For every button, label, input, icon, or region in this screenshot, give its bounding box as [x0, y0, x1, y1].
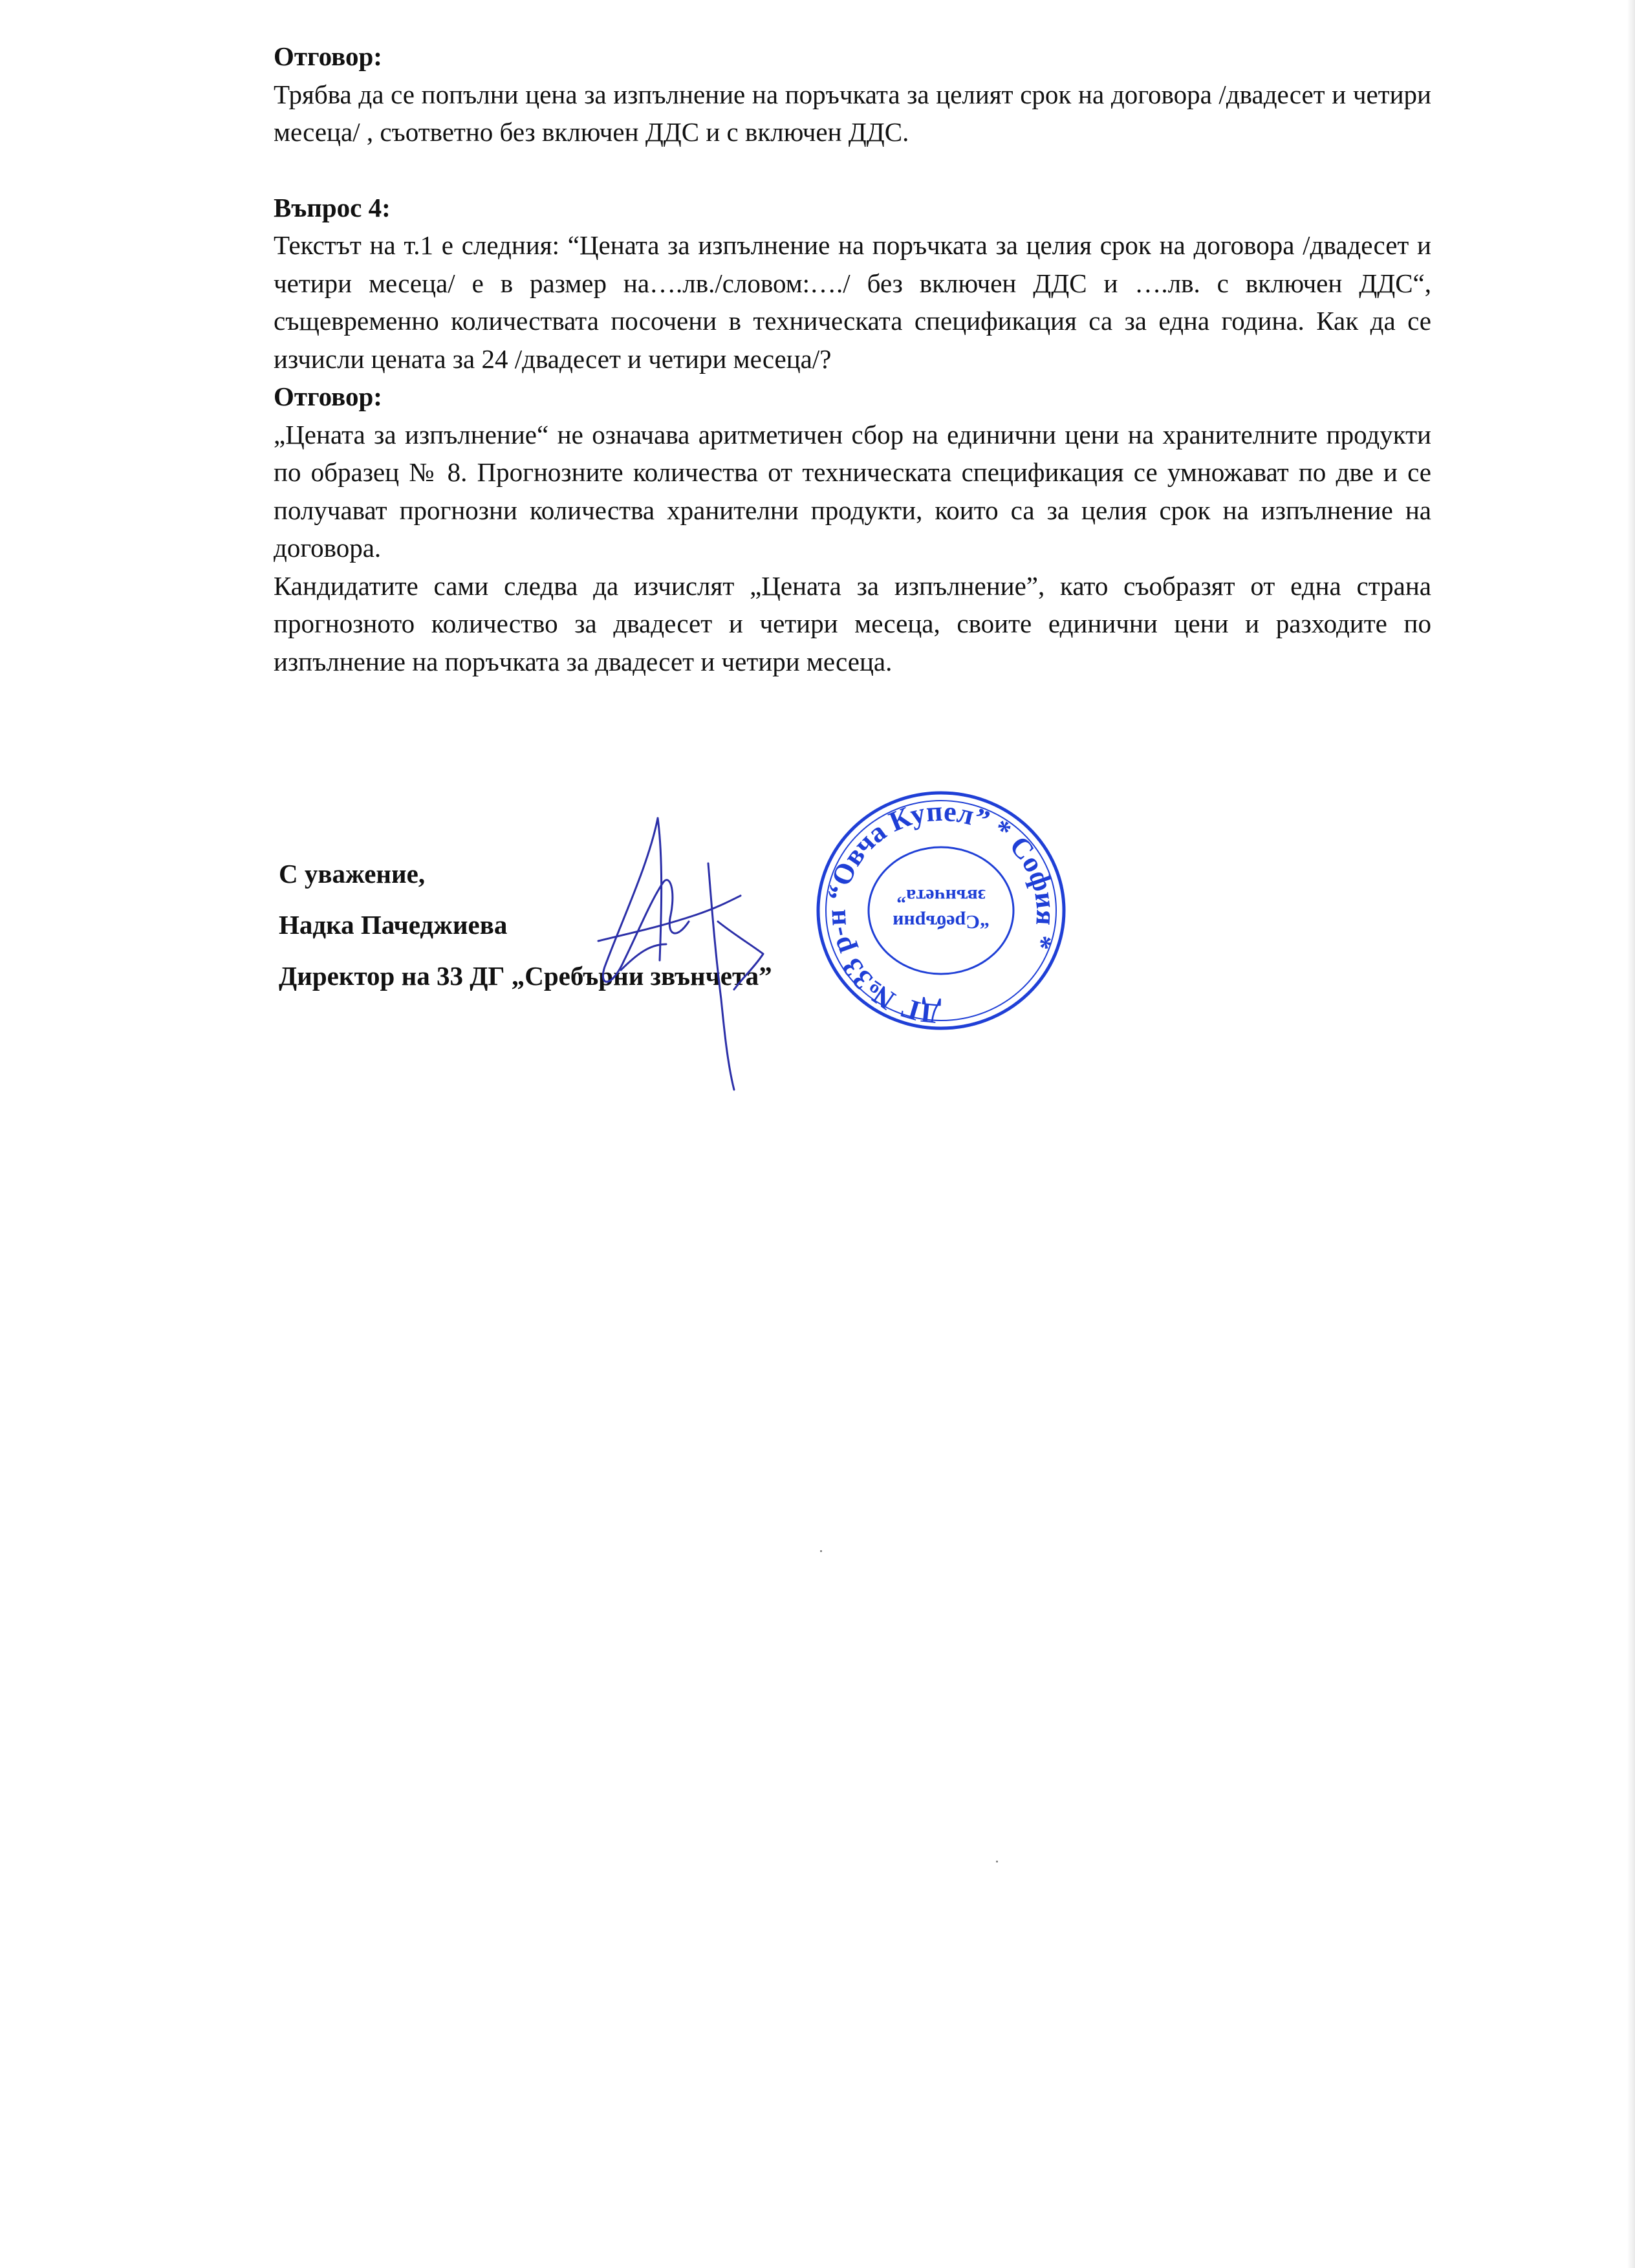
handwritten-signature — [585, 805, 786, 1096]
document-body — [274, 38, 1431, 680]
stamp-inner-line: звънчета” — [896, 885, 986, 907]
stamp-inner-line: “Сребърни — [893, 911, 990, 933]
answer-paragraph: Кандидатите сами следва да изчислят „Цената за изпълнение”, като съобразят от една страна прогнозното количество за двадесет и четири месеца, своите единични цени и разходите по изпълнение на поръчката за двадесет и четири месеца. — [274, 570, 1431, 676]
scan-speck — [996, 1861, 998, 1863]
scan-speck — [820, 1550, 822, 1552]
official-stamp — [814, 788, 1068, 1033]
stamp-outer-text: ДГ №33 р-н “Овча Купел” * София * — [819, 795, 1063, 1030]
question-text: Текстът на т.1 е следния: “Цената за изпълнение на поръчката за целия срок на договора /двадесет и четири месеца/ е в размер на….лв./словом:…./ без включен ДДС и ….лв. с включен ДДС“, същевременно количествата посочени в техническата спецификация са за една година. Как да се изчисли цената за 24 /двадесет и четири месеца/? — [274, 230, 1431, 374]
salutation: С уважение, — [279, 859, 426, 889]
answer-heading: Отговор: — [274, 382, 382, 411]
scan-edge-shadow — [1627, 0, 1635, 2268]
signer-position: Директор на 33 ДГ „Сребърни звънчета” — [279, 961, 772, 991]
question-heading: Въпрос 4: — [274, 192, 391, 222]
answer-heading: Отговор: — [274, 41, 382, 71]
answer-text: Трябва да се попълни цена за изпълнение на поръчката за целият срок на договора /двадесет и четири месеца/ , съответно без включен ДДС и с включен ДДС. — [274, 79, 1431, 147]
signer-name: Надка Пачеджиева — [279, 910, 508, 940]
paragraph-gap — [274, 151, 1431, 189]
answer-paragraph: „Цената за изпълнение“ не означава аритметичен сбор на единични цени на хранителните продукти по образец № 8. Прогнозните количества от техническата спецификация се умножават по две и се получават прогнозни количества хранителни продукти, които са за целия срок на изпълнение на договора. — [274, 419, 1431, 563]
